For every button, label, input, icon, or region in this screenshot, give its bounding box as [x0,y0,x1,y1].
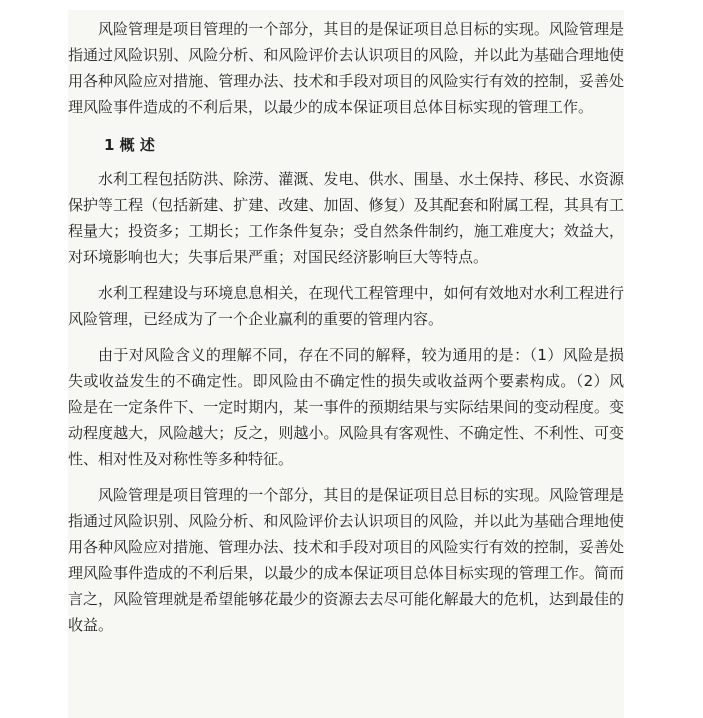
spacer [68,158,624,166]
section-heading: 1 概 述 [104,136,155,154]
spacer [68,120,624,132]
environment-paragraph: 水利工程建设与环境息息相关，在现代工程管理中，如何有效地对水利工程进行风险管理，已经成为了一个企业赢利的重要的管理内容。 [68,284,624,328]
document-page [68,10,624,718]
intro-paragraph: 风险管理是项目管理的一个部分，其目的是保证项目总目标的实现。风险管理是指通过风险识别、风险分析、和风险评价去认识项目的风险，并以此为基础合理地使用各种风险应对措施、管理办法、技术和手段对项目的风险实行有效的控制，妥善处理风险事件造成的不利后果，以最少的成本保证项目总体目标实现的管理工作。 [68,20,624,116]
risk-management-summary-paragraph: 风险管理是项目管理的一个部分，其目的是保证项目总目标的实现。风险管理是指通过风险识别、风险分析、和风险评价去认识项目的风险，并以此为基础合理地使用各种风险应对措施、管理办法、技术和手段对项目的风险实行有效的控制，妥善处理风险事件造成的不利后果，以最少的成本保证项目总体目标实现的管理工作。简而言之，风险管理就是希望能够花最少的资源去去尽可能化解最大的危机，达到最佳的收益。 [68,486,624,634]
spacer [68,270,624,280]
hydraulic-engineering-paragraph: 水利工程包括防洪、除涝、灌溉、发电、供水、围垦、水土保持、移民、水资源保护等工程（包括新建、扩建、改建、加固、修复）及其配套和附属工程，其具有工程量大；投资多；工期长；工作条件复杂；受自然条件制约，施工难度大；效益大，对环境影响也大；失事后果严重；对国民经济影响巨大等特点。 [68,170,624,266]
risk-definition-paragraph: 由于对风险含义的理解不同，存在不同的解释，较为通用的是：（1）风险是损失或收益发生的不确定性。即风险由不确定性的损失或收益两个要素构成。（2）风险是在一定条件下、一定时期内，某一事件的预期结果与实际结果间的变动程度。变动程度越大，风险越大；反之，则越小。风险具有客观性、不确定性、不利性、可变性、相对性及对称性等多种特征。 [68,346,624,468]
spacer [68,332,624,342]
spacer [68,472,624,482]
